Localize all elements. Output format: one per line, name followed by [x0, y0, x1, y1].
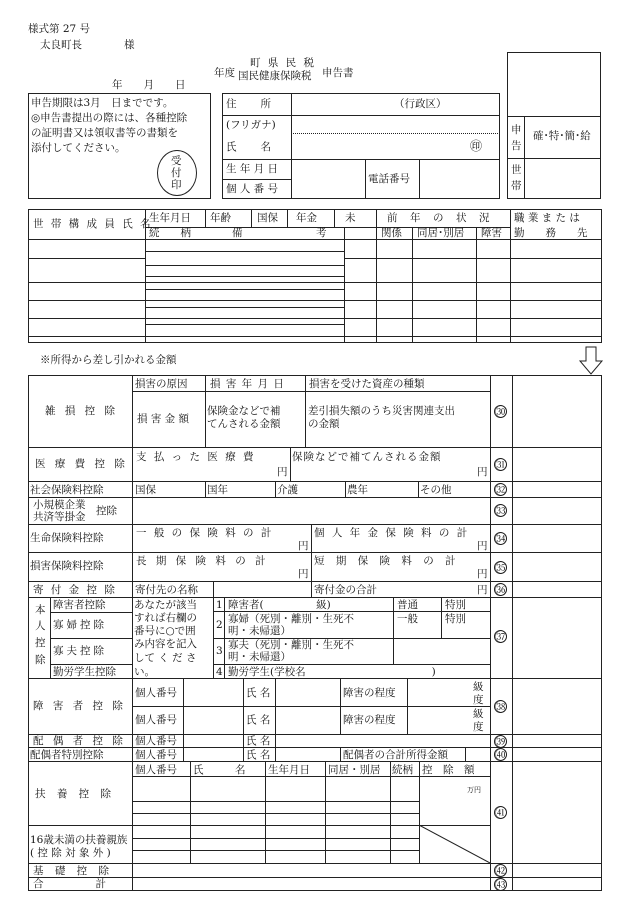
member-name-header: 世 帯 構 成 員 氏 名 [33, 218, 153, 230]
iryou-yen-2: 円 [477, 466, 488, 478]
zasson-disaster-2: の金額 [308, 418, 340, 430]
sonpo-long: 長 期 保 険 料 の 計 [136, 555, 269, 567]
kinrou-koujo: 勤労学生控除 [53, 666, 116, 678]
line-38: ㊳ [495, 700, 508, 714]
title-prefix: 年度 [214, 67, 235, 79]
occupation-header-1: 職 業 ま た は [514, 212, 580, 224]
cohabit-header: 同居･別居 [417, 227, 465, 239]
shakai-kokuho: 国保 [135, 484, 156, 496]
zasson-label: 雑 損 控 除 [45, 405, 119, 417]
phone-label: 電話番号 [368, 173, 410, 185]
shougai-degree-1: 障害の程度 [343, 687, 396, 699]
line-31: ㉛ [495, 458, 508, 472]
opt2-line1: 寡婦（死別・離別・生死不 [228, 613, 354, 625]
honnin-1: 本 [35, 604, 46, 616]
address-label: 住 所 [226, 98, 272, 110]
opt1-no: 1 [216, 599, 223, 611]
diagonal-strike [419, 825, 490, 863]
shoukibo-2: 共済等掛金 [33, 511, 86, 523]
seimei-general: 一 般 の 保 険 料 の 計 [136, 527, 274, 539]
zasson-cause: 損害の原因 [135, 378, 188, 390]
opt4-text: 勤労学生(学校名 ) [228, 666, 436, 678]
under16-1: 16歳未満の扶養親族 [30, 834, 128, 846]
line-34: ㉞ [495, 532, 508, 546]
kokuho-header: 国保 [257, 212, 278, 224]
line-42: ㊷ [495, 864, 508, 878]
haigu-tokubetsu-label: 配偶者特別控除 [30, 749, 104, 761]
shinkoku-label: 申告 [511, 124, 522, 152]
notice-line4: 添付してください。 [31, 142, 126, 154]
line-33: ㉝ [495, 504, 508, 518]
total-label: 合 計 [33, 878, 108, 890]
relation2-header: 関係 [381, 227, 402, 239]
opt1-text: 障害者( 級) [228, 599, 331, 611]
haigu-id: 個人番号 [135, 735, 177, 747]
under16-2: ( 控 除 対 象 外 ) [30, 847, 111, 859]
shakai-other: その他 [420, 484, 452, 496]
fuyou-label: 扶 養 控 除 [35, 788, 116, 800]
prev-status-header: 前 年 の 状 況 [387, 212, 491, 224]
date-line: 年 月 日 [112, 79, 186, 91]
honnin-2: 人 [35, 620, 46, 632]
line-40: ㊵ [495, 748, 508, 762]
shougai-degree-2: 障害の程度 [343, 714, 396, 726]
sonpo-short: 短 期 保 険 料 の 計 [314, 555, 460, 567]
haigu-label: 配 偶 者 控 除 [33, 735, 126, 747]
seal-mark: ㊞ [470, 139, 483, 153]
haigu-tokubetsu-id: 個人番号 [135, 749, 177, 761]
sonpo-yen-1: 円 [298, 568, 309, 580]
seimei-yen-1: 円 [298, 540, 309, 552]
name-label: 氏 名 [226, 141, 272, 153]
iryou-label: 医 療 費 控 除 [35, 458, 128, 470]
opt3-line2: 明・未帰還） [228, 651, 291, 663]
notice-line2: ◎申告書提出の際には、各種控除 [31, 112, 188, 124]
guide-1: あなたが該当 [134, 599, 197, 611]
zasson-insurance-1: 保険金などで補 [207, 405, 281, 417]
sonpo-yen-2: 円 [477, 568, 488, 580]
shougai-name-2: 氏 名 [246, 714, 271, 726]
line-37: ㊲ [495, 630, 508, 644]
kifu-yen: 円 [477, 584, 488, 596]
guide-4: み内容を記入 [134, 638, 197, 650]
fuyou-birth: 生年月日 [268, 764, 310, 776]
zasson-insurance-2: てんされる金額 [207, 418, 281, 430]
addressee: 太良町長 様 [40, 39, 135, 51]
opt2-special: 特別 [445, 613, 466, 625]
honnin-3: 控 [35, 637, 46, 649]
shougaisha-koujo: 障害者控除 [53, 599, 106, 611]
line-36: ㊱ [495, 583, 508, 597]
opt2-no: 2 [216, 619, 223, 631]
shougai-koujo-label: 障 害 者 控 除 [33, 700, 126, 712]
shougai-kyuudo-2: 級度 [473, 708, 484, 733]
opt2-line2: 明・未帰還） [228, 625, 291, 637]
sonpo-label: 損害保険料控除 [30, 560, 104, 572]
notice-line1: 申告期限は3月 日までです。 [31, 97, 174, 109]
opt3-line1: 寡夫（死別・離別・生死不 [228, 639, 354, 651]
occupation-header-2: 勤 務 先 [514, 227, 588, 239]
shoukibo-1: 小規模企業 [33, 499, 86, 511]
guide-2: すれば右欄の [134, 612, 197, 624]
shougai-id-1: 個人番号 [135, 687, 177, 699]
form-number: 様式第 27 号 [28, 23, 91, 35]
guide-3: 番号に○で囲 [134, 625, 196, 637]
seimei-yen-2: 円 [477, 540, 488, 552]
shakai-nounen: 農年 [347, 484, 368, 496]
guide-6: い。 [134, 666, 155, 678]
fuyou-amount: 控 除 額 [422, 764, 475, 776]
zasson-amount: 損 害 金 額 [137, 413, 190, 425]
shoukibo-3: 控除 [96, 505, 117, 517]
pension-header: 年金 [296, 212, 317, 224]
iryou-yen-1: 円 [277, 466, 288, 478]
setai-label: 世帯 [511, 164, 522, 192]
kiso-label: 基 礎 控 除 [33, 865, 114, 877]
line-30: ㉚ [495, 405, 508, 419]
shougai-id-2: 個人番号 [135, 714, 177, 726]
shougai-kyuudo-1: 級度 [473, 681, 484, 706]
opt2-general: 一般 [397, 613, 418, 625]
iryou-insurance: 保険などで補てんされる金額 [292, 451, 442, 463]
down-arrow-icon [578, 346, 604, 376]
kifu-name: 寄付先の名称 [135, 584, 198, 596]
zasson-date: 損 害 年 月 日 [210, 378, 285, 390]
fuyou-cohabit: 同居・別居 [328, 764, 381, 776]
opt1-special: 特別 [445, 599, 466, 611]
line-35: ㉟ [495, 561, 508, 575]
haigu-income: 配偶者の合計所得金額 [343, 749, 448, 761]
line-32: ㉜ [495, 483, 508, 497]
birthdate-label: 生 年 月 日 [226, 163, 279, 175]
personal-number-label: 個 人 番 号 [226, 183, 279, 195]
kafu-koujo: 寡婦控除 [53, 619, 107, 631]
relation-header: 続 柄 [149, 227, 191, 239]
remarks-header: 備 考 [232, 227, 327, 239]
disability-header: 障害 [481, 227, 502, 239]
opt1-normal: 普通 [397, 599, 418, 611]
zasson-asset: 損害を受けた資産の種類 [309, 378, 425, 390]
shougai-name-1: 氏 名 [246, 687, 271, 699]
district-label: （行政区） [394, 98, 447, 110]
notice-line3: の証明書又は領収書等の書類を [31, 127, 178, 139]
honnin-4: 除 [35, 654, 46, 666]
opt3-no: 3 [216, 645, 223, 657]
category-label: 確･特･簡･給 [533, 130, 591, 142]
birthdate-header: 生年月日 [149, 212, 191, 224]
haigu-name: 氏 名 [246, 735, 271, 747]
seimei-pension: 個 人 年 金 保 険 料 の 計 [314, 527, 470, 539]
haigu-tokubetsu-name: 氏 名 [246, 749, 271, 761]
deduction-note: ※所得から差し引かれる金額 [40, 354, 177, 366]
title-suffix: 申告書 [322, 67, 354, 79]
reception-stamp: 受 付 印 [157, 150, 197, 196]
title-line1: 町 県 民 税 [250, 57, 317, 69]
iryou-paid: 支 払 っ た 医 療 費 [136, 451, 256, 463]
shakai-kaigo: 介護 [277, 484, 298, 496]
line-43: ㊸ [495, 878, 508, 892]
furigana-label: (フリガナ) [226, 119, 276, 131]
shakai-label: 社会保険料控除 [30, 484, 104, 496]
zasson-disaster-1: 差引損失額のうち災害関連支出 [308, 405, 455, 417]
opt4-no: 4 [216, 666, 223, 678]
seimei-label: 生命保険料控除 [30, 532, 104, 544]
shakai-kokunen: 国年 [207, 484, 228, 496]
fuyou-name: 氏 名 [193, 764, 246, 776]
fuyou-manen: 万円 [467, 786, 481, 794]
guide-5: して く だ さ [134, 652, 197, 664]
kifu-total: 寄付金の合計 [314, 584, 377, 596]
kafu2-koujo: 寡夫控除 [53, 645, 107, 657]
age-header: 年齢 [210, 212, 231, 224]
line-39: ㊴ [495, 735, 508, 749]
fuyou-id: 個人番号 [135, 764, 177, 776]
fuyou-relation: 続柄 [392, 764, 413, 776]
title-line2: 国民健康保険税 [238, 70, 312, 82]
mi-header: 未 [345, 212, 356, 224]
line-41: ㊶ [495, 806, 508, 820]
kifu-label: 寄 付 金 控 除 [33, 584, 117, 596]
